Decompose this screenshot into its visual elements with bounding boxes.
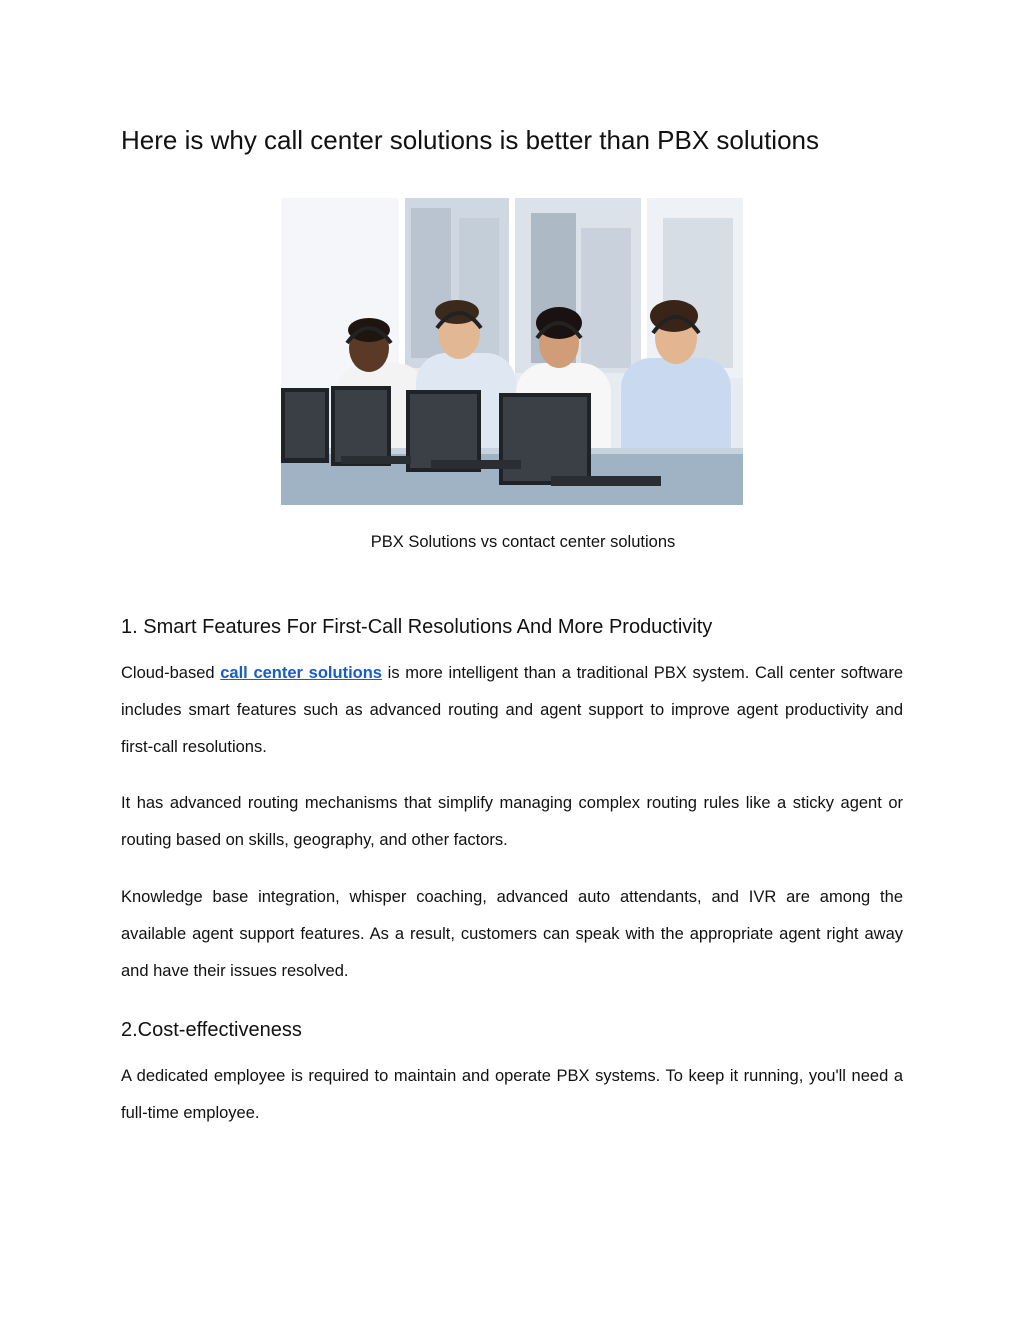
paragraph-advanced-routing: It has advanced routing mechanisms that simplify managing complex routing rules like a sticky agent or routing based on skills, geography, and other factors.: [121, 794, 903, 849]
paragraph-agent-support: Knowledge base integration, whisper coaching, advanced auto attendants, and IVR are among the available agent support features. As a result, customers can speak with the appropriate agent right away and have their issues resolved.: [121, 888, 903, 980]
paragraph-cloud-based: [121, 655, 903, 766]
paragraph-text-before-link: Cloud-based: [121, 664, 221, 682]
paragraph-dedicated-employee: A dedicated employee is required to maintain and operate PBX systems. To keep it running, you'll need a full-time employee.: [121, 1067, 903, 1122]
call-center-agents-photo: [281, 198, 743, 505]
section-heading-smart-features: 1. Smart Features For First-Call Resolutions And More Productivity: [121, 616, 713, 638]
paragraph-text-after-link: is more intelligent than a traditional PBX system. Call center software includes smart features such as advanced routing and agent support to improve agent productivity and first-call resolutions.: [121, 664, 903, 756]
document-title: Here is why call center solutions is better than PBX solutions: [121, 125, 820, 155]
section-heading-cost-effectiveness: 2.Cost-effectiveness: [121, 1019, 302, 1041]
image-caption: PBX Solutions vs contact center solutions: [370, 533, 676, 551]
call-center-solutions-link[interactable]: call center solutions: [220, 664, 382, 682]
